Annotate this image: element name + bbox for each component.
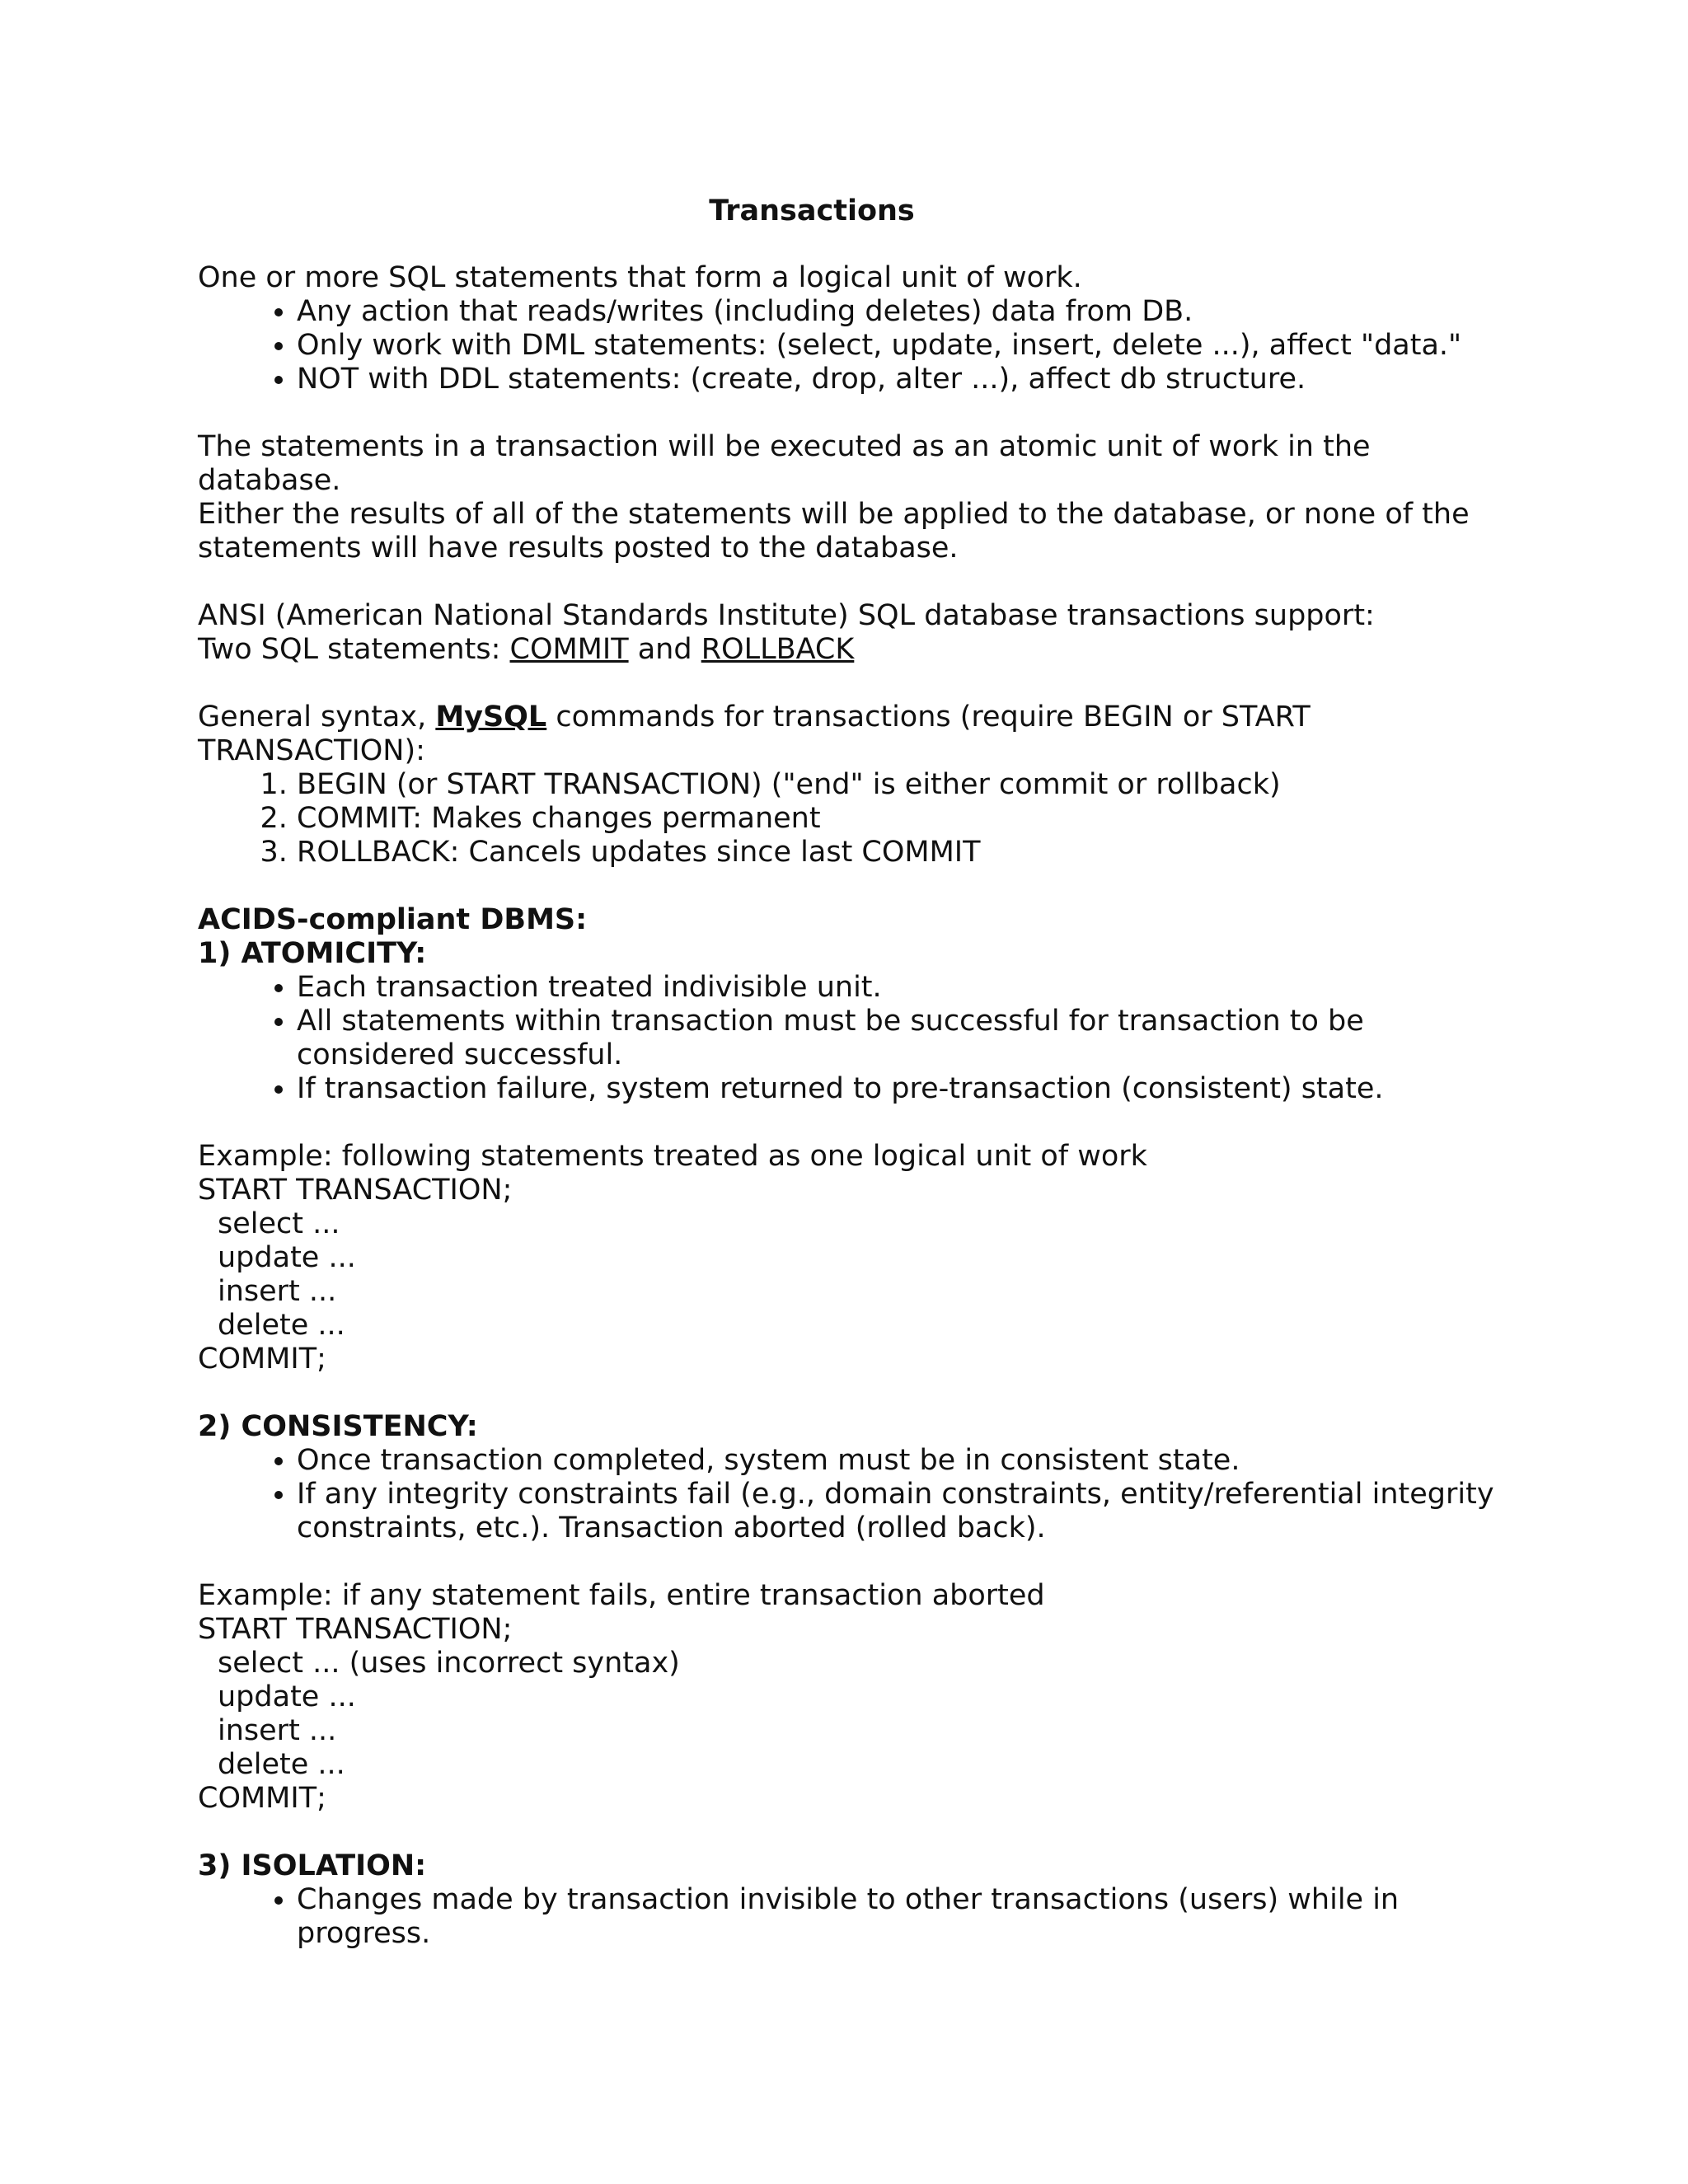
isolation-bullet-list [198, 1883, 1500, 1951]
list-item: 1. BEGIN (or START TRANSACTION) ("end" is either commit or rollback) [297, 768, 1500, 802]
ansi-line-1: ANSI (American National Standards Institute) SQL database transactions support: [198, 599, 1375, 632]
atomic-paragraph-line-1: The statements in a transaction will be executed as an atomic unit of work in the database. [198, 430, 1371, 497]
list-item: • Only work with DML statements: (select, update, insert, delete ...), affect "data." [297, 329, 1500, 363]
mysql-suffix: commands for transactions (require BEGIN or START [546, 701, 1311, 733]
consistency-example-line: Example: if any statement fails, entire transaction aborted [198, 1579, 1045, 1612]
code-line: update ... [218, 1680, 356, 1713]
code-line: START TRANSACTION; [198, 1174, 513, 1207]
code-line: delete ... [218, 1748, 345, 1781]
ansi-and: and [628, 633, 701, 666]
list-item: 2. COMMIT: Makes changes permanent [297, 802, 1500, 836]
code-line: delete ... [218, 1309, 345, 1342]
atomicity-example-line: Example: following statements treated as one logical unit of work [198, 1140, 1147, 1173]
atomicity-heading: 1) ATOMICITY: [198, 937, 427, 970]
mysql-line-2: TRANSACTION): [198, 734, 425, 767]
list-item: 3. ROLLBACK: Cancels updates since last COMMIT [297, 836, 1500, 869]
code-line: COMMIT; [198, 1782, 326, 1815]
list-item: • All statements within transaction must be successful for transaction to be considered successful. [297, 1005, 1500, 1072]
page-title: Transactions [709, 194, 915, 227]
list-item: • If transaction failure, system returned to pre-transaction (consistent) state. [297, 1072, 1500, 1106]
code-line: COMMIT; [198, 1343, 326, 1376]
mysql-line-1 [198, 701, 1500, 734]
isolation-heading: 3) ISOLATION: [198, 1849, 427, 1882]
atomic-paragraph-line-2: Either the results of all of the statements will be applied to the database, or none of the [198, 498, 1470, 531]
atomicity-bullet-list [198, 971, 1500, 1106]
list-item: • Once transaction completed, system must be in consistent state. [297, 1444, 1500, 1478]
intro-line: One or more SQL statements that form a logical unit of work. [198, 261, 1082, 294]
code-line: insert ... [218, 1714, 337, 1747]
code-line: update ... [218, 1241, 356, 1274]
list-item: • If any integrity constraints fail (e.g., domain constraints, entity/referential integrity constraints, etc.). Transaction aborted (rolled back). [297, 1478, 1500, 1545]
list-item: • NOT with DDL statements: (create, drop, alter ...), affect db structure. [297, 363, 1500, 396]
commit-term: COMMIT [509, 633, 629, 666]
list-item: • Each transaction treated indivisible unit. [297, 971, 1500, 1005]
consistency-heading: 2) CONSISTENCY: [198, 1410, 478, 1443]
intro-bullet-list [198, 295, 1500, 396]
mysql-prefix: General syntax, [198, 701, 436, 733]
rollback-term: ROLLBACK [701, 633, 855, 666]
code-line: insert ... [218, 1275, 337, 1308]
code-line: select ... [218, 1207, 340, 1240]
acids-heading: ACIDS-compliant DBMS: [198, 903, 588, 936]
list-item: • Changes made by transaction invisible to other transactions (users) while in progress. [297, 1883, 1500, 1951]
code-line: START TRANSACTION; [198, 1613, 513, 1646]
ansi-line-2 [198, 633, 1500, 667]
atomic-paragraph-line-3: statements will have results posted to the database. [198, 532, 959, 565]
ansi-prefix: Two SQL statements: [198, 633, 510, 666]
list-item: • Any action that reads/writes (including deletes) data from DB. [297, 295, 1500, 329]
mysql-steps-list [198, 768, 1500, 869]
mysql-term: MySQL [435, 701, 547, 733]
consistency-bullet-list [198, 1444, 1500, 1545]
code-line: select ... (uses incorrect syntax) [218, 1647, 680, 1680]
document-page [198, 194, 1500, 1951]
